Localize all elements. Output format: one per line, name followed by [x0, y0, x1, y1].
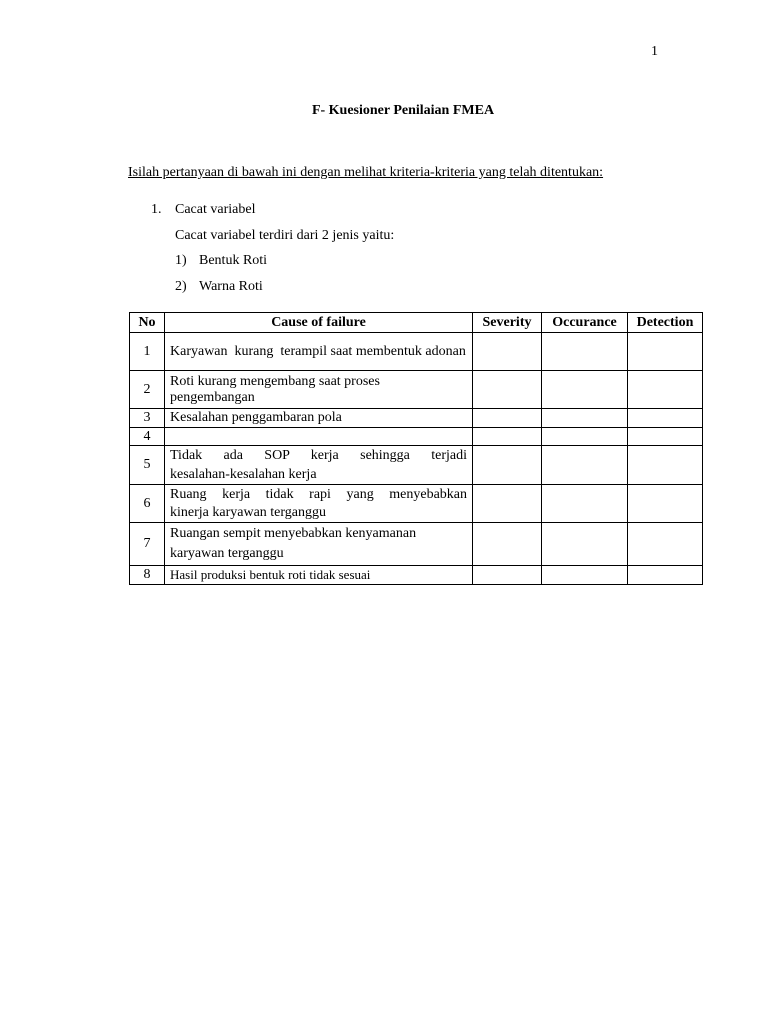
occurance-cell[interactable]	[542, 428, 628, 446]
header-severity: Severity	[473, 313, 542, 333]
severity-cell[interactable]	[473, 428, 542, 446]
detection-cell[interactable]	[628, 446, 703, 485]
cause-line: kesalahan-kesalahan kerja	[170, 467, 317, 482]
detection-cell[interactable]	[628, 523, 703, 566]
sub-item-warna-roti	[175, 279, 263, 295]
sub-item-number: 2)	[175, 279, 187, 294]
fmea-table	[129, 312, 703, 585]
sub-item-bentuk-roti	[175, 253, 267, 269]
occurance-cell[interactable]	[542, 485, 628, 523]
row-number: 2	[130, 371, 165, 409]
cause-line: kinerja karyawan terganggu	[170, 504, 327, 520]
row-number: 4	[130, 428, 165, 446]
row-number: 1	[130, 333, 165, 371]
page-number: 1	[651, 44, 658, 59]
header-detection: Detection	[628, 313, 703, 333]
header-cause: Cause of failure	[165, 313, 473, 333]
table-row	[130, 428, 703, 446]
cause-line: Ruang kerja tidak rapi yang menyebabkan	[170, 486, 467, 502]
table-row	[130, 485, 703, 523]
table-row	[130, 446, 703, 485]
table-row	[130, 566, 703, 585]
cause-cell	[165, 523, 473, 566]
instruction-text: Isilah pertanyaan di bawah ini dengan melihat kriteria-kriteria yang telah ditentukan:	[128, 165, 604, 180]
detection-cell[interactable]	[628, 566, 703, 585]
severity-cell[interactable]	[473, 409, 542, 428]
severity-cell[interactable]	[473, 371, 542, 409]
table-header-row	[130, 313, 703, 333]
row-number: 6	[130, 485, 165, 523]
cause-line: Tidak ada SOP kerja sehingga terjadi	[170, 448, 467, 463]
occurance-cell[interactable]	[542, 371, 628, 409]
severity-cell[interactable]	[473, 333, 542, 371]
severity-cell[interactable]	[473, 566, 542, 585]
cause-cell	[165, 428, 473, 446]
row-number: 5	[130, 446, 165, 485]
severity-cell[interactable]	[473, 523, 542, 566]
detection-cell[interactable]	[628, 428, 703, 446]
section-heading-label: Cacat variabel	[175, 202, 256, 217]
section-number: 1.	[151, 202, 162, 217]
table-row	[130, 333, 703, 371]
cause-cell: Roti kurang mengembang saat proses pengembangan	[165, 371, 473, 409]
severity-cell[interactable]	[473, 485, 542, 523]
table-row	[130, 523, 703, 566]
document-title: F- Kuesioner Penilaian FMEA	[311, 103, 495, 118]
occurance-cell[interactable]	[542, 566, 628, 585]
cause-cell	[165, 485, 473, 523]
detection-cell[interactable]	[628, 409, 703, 428]
row-number: 3	[130, 409, 165, 428]
cause-cell: Karyawan kurang terampil saat membentuk adonan	[165, 333, 473, 371]
detection-cell[interactable]	[628, 333, 703, 371]
detection-cell[interactable]	[628, 371, 703, 409]
occurance-cell[interactable]	[542, 409, 628, 428]
row-number: 8	[130, 566, 165, 585]
detection-cell[interactable]	[628, 485, 703, 523]
table-row	[130, 409, 703, 428]
section-heading	[151, 202, 255, 218]
severity-cell[interactable]	[473, 446, 542, 485]
sub-item-label: Warna Roti	[199, 279, 263, 294]
cause-cell: Hasil produksi bentuk roti tidak sesuai	[165, 566, 473, 585]
section-description: Cacat variabel terdiri dari 2 jenis yaitu:	[175, 228, 395, 243]
cause-line: karyawan terganggu	[170, 546, 284, 561]
sub-item-number: 1)	[175, 253, 187, 268]
header-no: No	[130, 313, 165, 333]
occurance-cell[interactable]	[542, 523, 628, 566]
occurance-cell[interactable]	[542, 446, 628, 485]
occurance-cell[interactable]	[542, 333, 628, 371]
sub-item-label: Bentuk Roti	[199, 253, 268, 268]
cause-cell	[165, 446, 473, 485]
cause-line: Ruangan sempit menyebabkan kenyamanan	[170, 526, 417, 541]
cause-cell: Kesalahan penggambaran pola	[165, 409, 473, 428]
table-row	[130, 371, 703, 409]
header-occurance: Occurance	[542, 313, 628, 333]
row-number: 7	[130, 523, 165, 566]
